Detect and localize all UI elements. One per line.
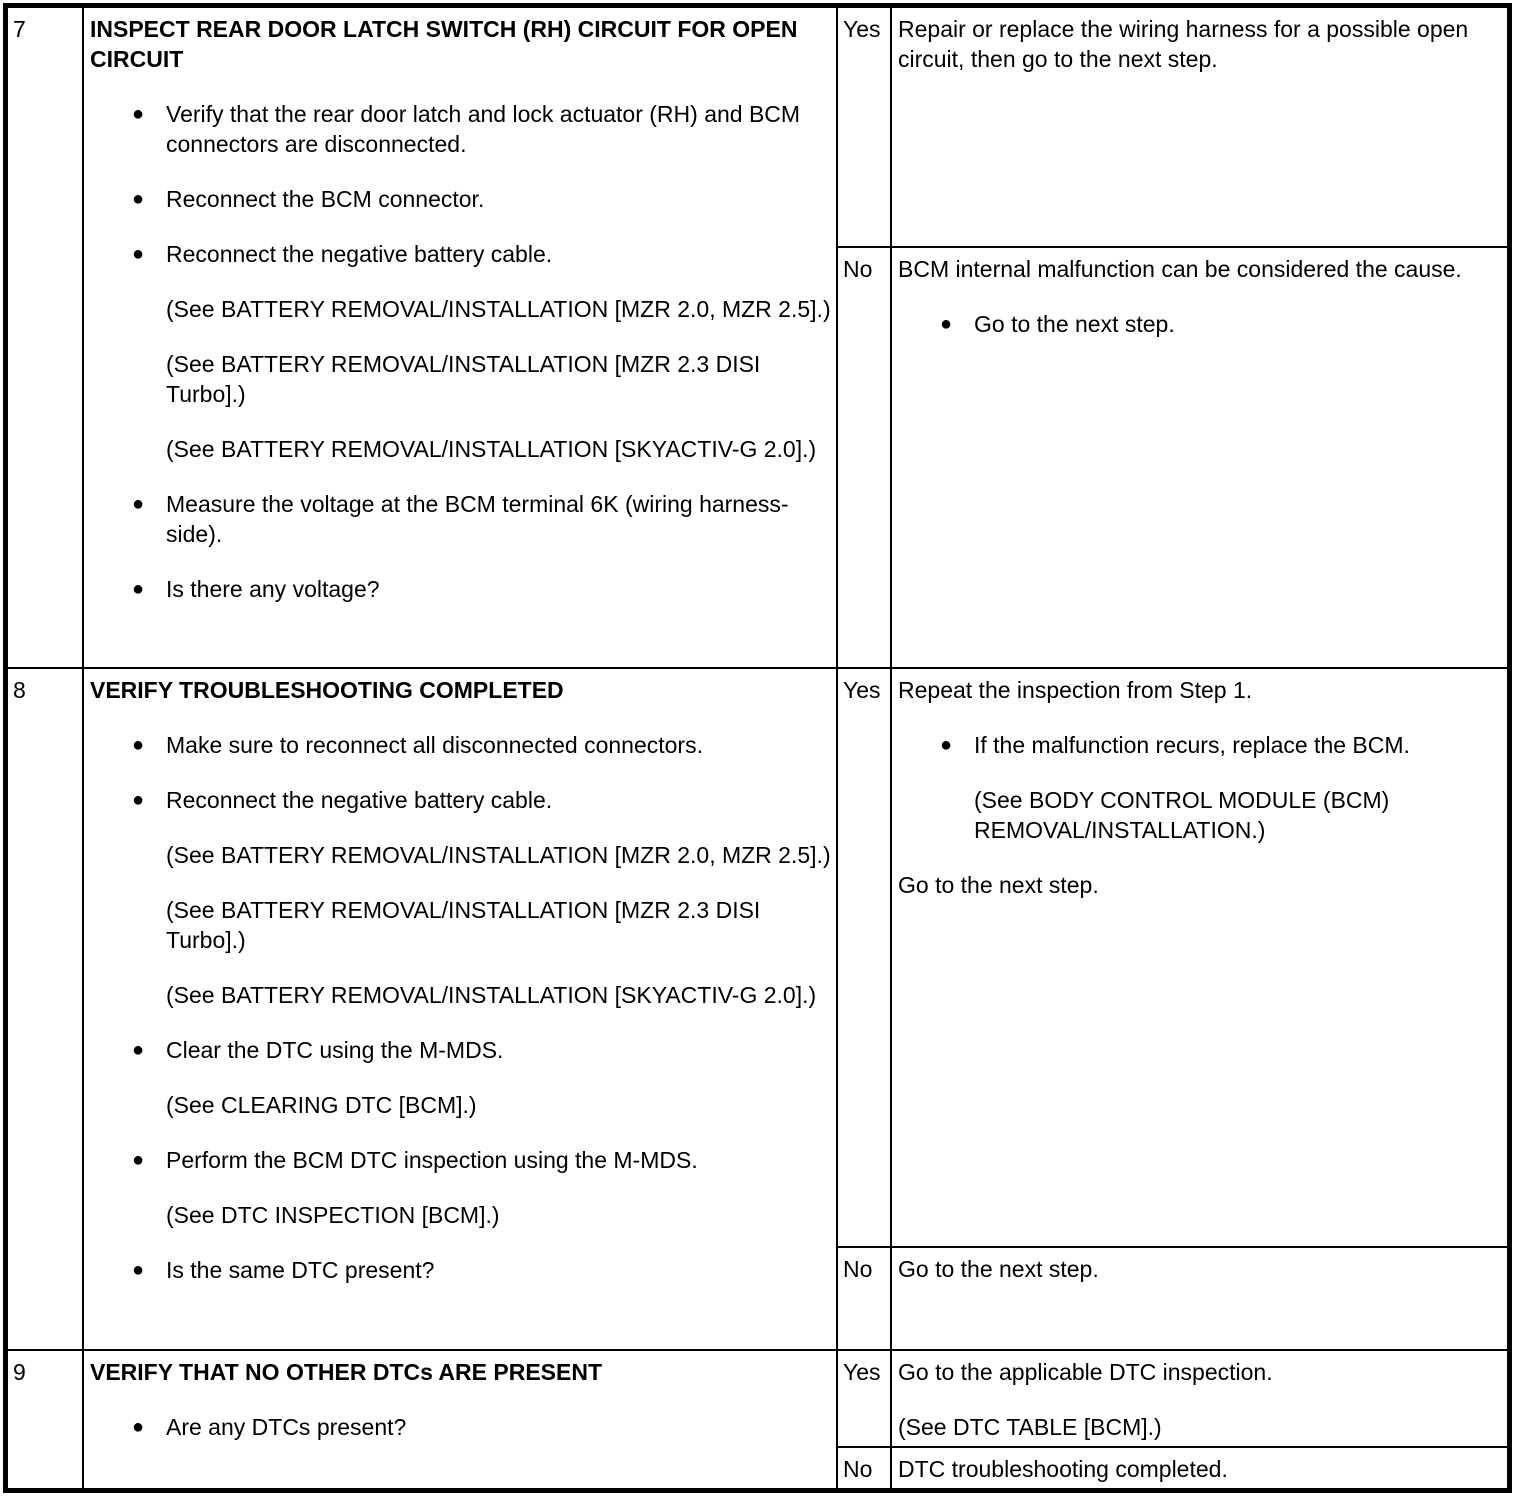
list-item: ● Is the same DTC present?	[132, 1257, 435, 1283]
list-item: ● Reconnect the negative battery cable.	[132, 241, 553, 267]
no-label: No	[837, 247, 891, 668]
step-title: VERIFY THAT NO OTHER DTCs ARE PRESENT	[90, 1359, 603, 1385]
list-item: ● Reconnect the BCM connector.	[132, 186, 485, 212]
bullet-icon: ●	[940, 313, 953, 335]
yes-result: Repeat the inspection from Step 1. ● If the malfunction recurs, replace the BCM. (See BODY CONTROL MODULE (BCM) REMOVAL/INSTALLATION.) Go to the next step.	[891, 668, 1508, 1247]
step-number: 7	[7, 7, 83, 668]
reference-link[interactable]: (See BATTERY REMOVAL/INSTALLATION [MZR 2.3 DISI Turbo].)	[166, 351, 761, 407]
list-item: ● Measure the voltage at the BCM terminal 6K (wiring harness-side).	[132, 491, 789, 547]
result-checklist	[898, 309, 1501, 339]
reference-link[interactable]: (See BATTERY REMOVAL/INSTALLATION [MZR 2.3 DISI Turbo].)	[166, 897, 761, 953]
step-checklist	[90, 1035, 832, 1065]
reference-link[interactable]: (See BATTERY REMOVAL/INSTALLATION [SKYACTIV-G 2.0].)	[166, 436, 817, 462]
list-item: ● If the malfunction recurs, replace the BCM.	[940, 732, 1410, 758]
step-number: 9	[7, 1350, 83, 1489]
no-label: No	[837, 1447, 891, 1489]
bullet-icon: ●	[132, 1259, 145, 1281]
result-checklist	[898, 730, 1501, 760]
step-body	[83, 1350, 837, 1489]
step-body	[83, 7, 837, 668]
step-checklist	[90, 1145, 832, 1175]
bullet-icon: ●	[132, 103, 145, 125]
step-body	[83, 668, 837, 1350]
no-label: No	[837, 1247, 891, 1350]
list-item: ● Make sure to reconnect all disconnected connectors.	[132, 732, 703, 758]
bullet-icon: ●	[132, 578, 145, 600]
step-7-yes-row	[7, 7, 1508, 247]
step-checklist	[90, 1412, 832, 1442]
no-result: BCM internal malfunction can be considered the cause. ● Go to the next step.	[891, 247, 1508, 668]
bullet-icon: ●	[132, 734, 145, 756]
bullet-icon: ●	[132, 188, 145, 210]
reference-link[interactable]: (See BODY CONTROL MODULE (BCM) REMOVAL/INSTALLATION.)	[974, 787, 1390, 843]
reference-link[interactable]: (See BATTERY REMOVAL/INSTALLATION [MZR 2.0, MZR 2.5].)	[166, 296, 831, 322]
reference-link[interactable]: (See DTC INSPECTION [BCM].)	[166, 1202, 500, 1228]
list-item: ● Clear the DTC using the M-MDS.	[132, 1037, 504, 1063]
bullet-icon: ●	[132, 1416, 145, 1438]
list-item: ● Reconnect the negative battery cable.	[132, 787, 553, 813]
bullet-icon: ●	[132, 789, 145, 811]
reference-link[interactable]: (See DTC TABLE [BCM].)	[898, 1414, 1162, 1440]
step-title: VERIFY TROUBLESHOOTING COMPLETED	[90, 677, 564, 703]
bullet-icon: ●	[132, 243, 145, 265]
bullet-icon: ●	[940, 734, 953, 756]
list-item: ● Verify that the rear door latch and lock actuator (RH) and BCM connectors are disconnected.	[132, 101, 801, 157]
step-8-yes-row	[7, 668, 1508, 1247]
list-item: ● Perform the BCM DTC inspection using the M-MDS.	[132, 1147, 698, 1173]
step-checklist	[90, 489, 832, 604]
bullet-icon: ●	[132, 1039, 145, 1061]
no-result: Go to the next step.	[891, 1247, 1508, 1350]
reference-link[interactable]: (See BATTERY REMOVAL/INSTALLATION [MZR 2.0, MZR 2.5].)	[166, 842, 831, 868]
list-item: ● Is there any voltage?	[132, 576, 380, 602]
step-checklist	[90, 99, 832, 269]
yes-label: Yes	[837, 7, 891, 247]
no-result: DTC troubleshooting completed.	[891, 1447, 1508, 1489]
step-checklist	[90, 730, 832, 815]
bullet-icon: ●	[132, 1149, 145, 1171]
yes-label: Yes	[837, 668, 891, 1247]
yes-label: Yes	[837, 1350, 891, 1447]
list-item: ● Are any DTCs present?	[132, 1414, 407, 1440]
reference-link[interactable]: (See CLEARING DTC [BCM].)	[166, 1092, 477, 1118]
step-number: 8	[7, 668, 83, 1350]
yes-result: Repair or replace the wiring harness for a possible open circuit, then go to the next step.	[891, 7, 1508, 247]
reference-link[interactable]: (See BATTERY REMOVAL/INSTALLATION [SKYACTIV-G 2.0].)	[166, 982, 817, 1008]
step-checklist	[90, 1255, 832, 1285]
troubleshooting-table	[6, 6, 1509, 1490]
yes-result: Go to the applicable DTC inspection. (See DTC TABLE [BCM].)	[891, 1350, 1508, 1447]
bullet-icon: ●	[132, 493, 145, 515]
step-title: INSPECT REAR DOOR LATCH SWITCH (RH) CIRCUIT FOR OPEN CIRCUIT	[90, 16, 798, 72]
step-9-yes-row	[7, 1350, 1508, 1447]
list-item: ● Go to the next step.	[940, 311, 1175, 337]
